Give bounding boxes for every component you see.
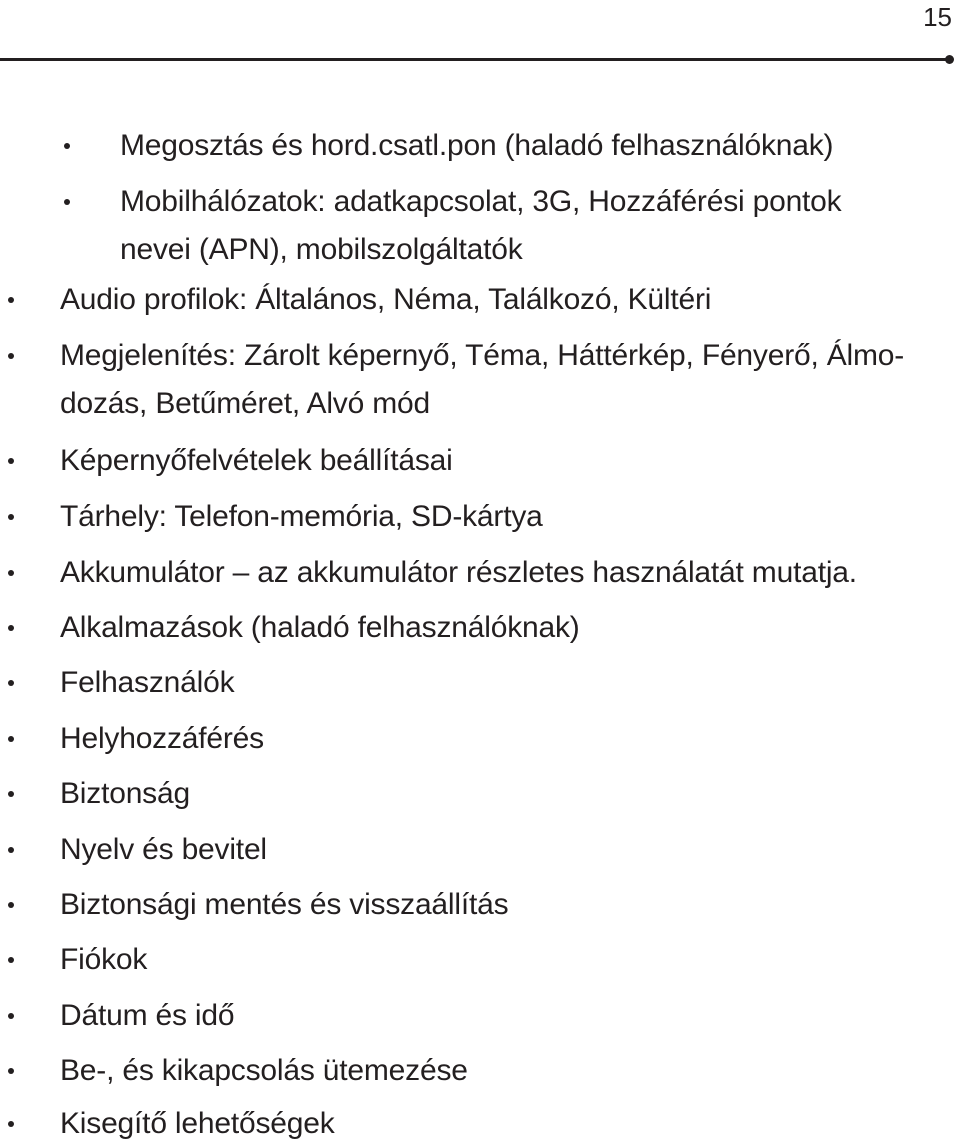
bullet-dot [8, 902, 14, 908]
list-item [120, 128, 833, 164]
list-item [60, 555, 857, 591]
list-item-text: Felhasználók [60, 666, 235, 699]
list-item-text: Be-, és kikapcsolás ütemezése [60, 1054, 468, 1087]
list-item-text: Tárhely: Telefon-memória, SD-kártya [60, 500, 543, 533]
header-rule-dot [945, 55, 954, 64]
list-item [60, 338, 904, 422]
list-item-text: Biztonsági mentés és visszaállítás [60, 888, 509, 921]
list-item-text: Dátum és idő [60, 999, 235, 1032]
header-rule [0, 58, 950, 61]
bullet-dot [8, 957, 14, 963]
bullet-dot [8, 625, 14, 631]
bullet-dot [8, 514, 14, 520]
list-item [60, 776, 190, 812]
bullet-dot [8, 1068, 14, 1074]
list-item [60, 443, 453, 479]
bullet-dot [8, 353, 14, 359]
list-item-text: Alkalmazások (haladó felhasználóknak) [60, 611, 580, 644]
list-item-text: Fiókok [60, 943, 148, 976]
list-item [60, 610, 580, 646]
list-item-text: Nyelv és bevitel [60, 833, 267, 866]
list-item-text: Biztonság [60, 777, 190, 810]
list-item [60, 282, 711, 318]
bullet-dot [8, 1121, 14, 1127]
list-item [120, 184, 841, 268]
list-item-text: Mobilhálózatok: adatkapcsolat, 3G, Hozzáférési pontok [120, 185, 842, 218]
list-item [60, 887, 508, 923]
bullet-dot [8, 847, 14, 853]
list-item-text: Helyhozzáférés [60, 722, 264, 755]
bullet-dot [64, 199, 70, 205]
bullet-dot [64, 143, 70, 149]
list-item [60, 998, 234, 1034]
list-item [60, 499, 543, 535]
bullet-dot [8, 736, 14, 742]
list-item-text: Megjelenítés: Zárolt képernyő, Téma, Háttérkép, Fényerő, Álmo- [60, 339, 905, 372]
list-item-text: Audio profilok: Általános, Néma, Találkozó, Kültéri [60, 283, 712, 316]
list-item-text: Képernyőfelvételek beállításai [60, 444, 453, 477]
bullet-dot [8, 570, 14, 576]
bullet-dot [8, 458, 14, 464]
list-item [60, 1053, 468, 1089]
list-item [60, 721, 264, 757]
page-number: 15 [923, 2, 952, 32]
list-item [60, 832, 267, 868]
list-item [60, 942, 147, 978]
list-item-text-continuation: dozás, Betűméret, Alvó mód [60, 387, 430, 420]
list-item-text: Megosztás és hord.csatl.pon (haladó felhasználóknak) [120, 129, 834, 162]
list-item-text: Kisegítő lehetőségek [60, 1107, 335, 1140]
bullet-dot [8, 680, 14, 686]
list-item-text-continuation: nevei (APN), mobilszolgáltatók [120, 233, 523, 266]
list-item [60, 665, 234, 701]
bullet-dot [8, 297, 14, 303]
bullet-dot [8, 791, 14, 797]
list-item-text: Akkumulátor – az akkumulátor részletes használatát mutatja. [60, 556, 857, 589]
bullet-dot [8, 1013, 14, 1019]
list-item [60, 1106, 335, 1142]
